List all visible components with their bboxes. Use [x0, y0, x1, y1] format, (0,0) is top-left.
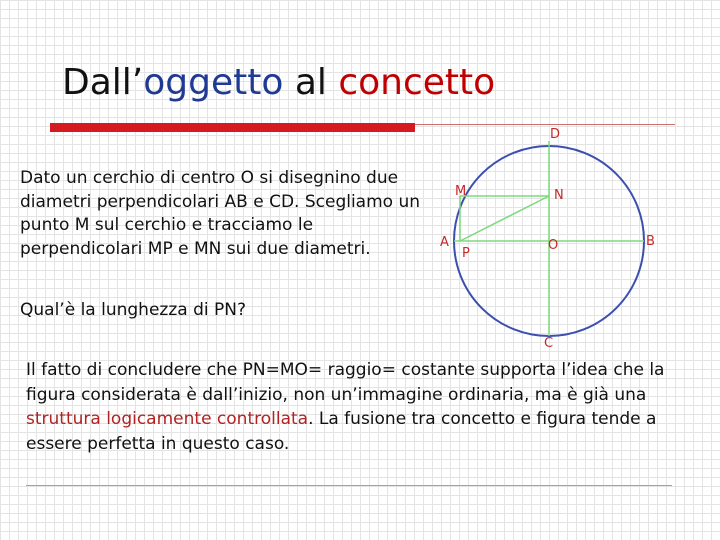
segment-pn — [460, 196, 549, 241]
conclusion-text-after: . La fusione tra concetto e figura tende a essere perfetta in questo caso. — [26, 409, 657, 454]
label-m: M — [455, 184, 467, 199]
label-d: D — [550, 127, 561, 142]
label-b: B — [646, 234, 655, 249]
conclusion-highlight: struttura logicamente controllata — [26, 409, 309, 429]
conclusion-text-before: Il fatto di concludere che PN=MO= raggio= costante supporta l’idea che la figura considerata è dall’inizio, non un’immagine ordinaria, ma è già una — [26, 360, 665, 405]
label-n: N — [554, 188, 564, 203]
label-a: A — [440, 235, 449, 250]
label-c: C — [544, 336, 554, 351]
question-text: Qual’è la lunghezza di PN? — [20, 300, 246, 320]
label-p: P — [462, 246, 470, 261]
intro-paragraph: Dato un cerchio di centro O si disegnino due diametri perpendicolari AB e CD. Scegliamo un punto M sul cerchio e tracciamo le perpendicolari MP e MN sui due diametri. — [20, 168, 421, 259]
title-part-2: oggetto — [143, 62, 284, 103]
label-o: O — [548, 238, 559, 253]
title-part-4: concetto — [338, 62, 496, 103]
title-part-3: al — [283, 62, 339, 103]
title-part-1: Dall’ — [62, 62, 144, 103]
